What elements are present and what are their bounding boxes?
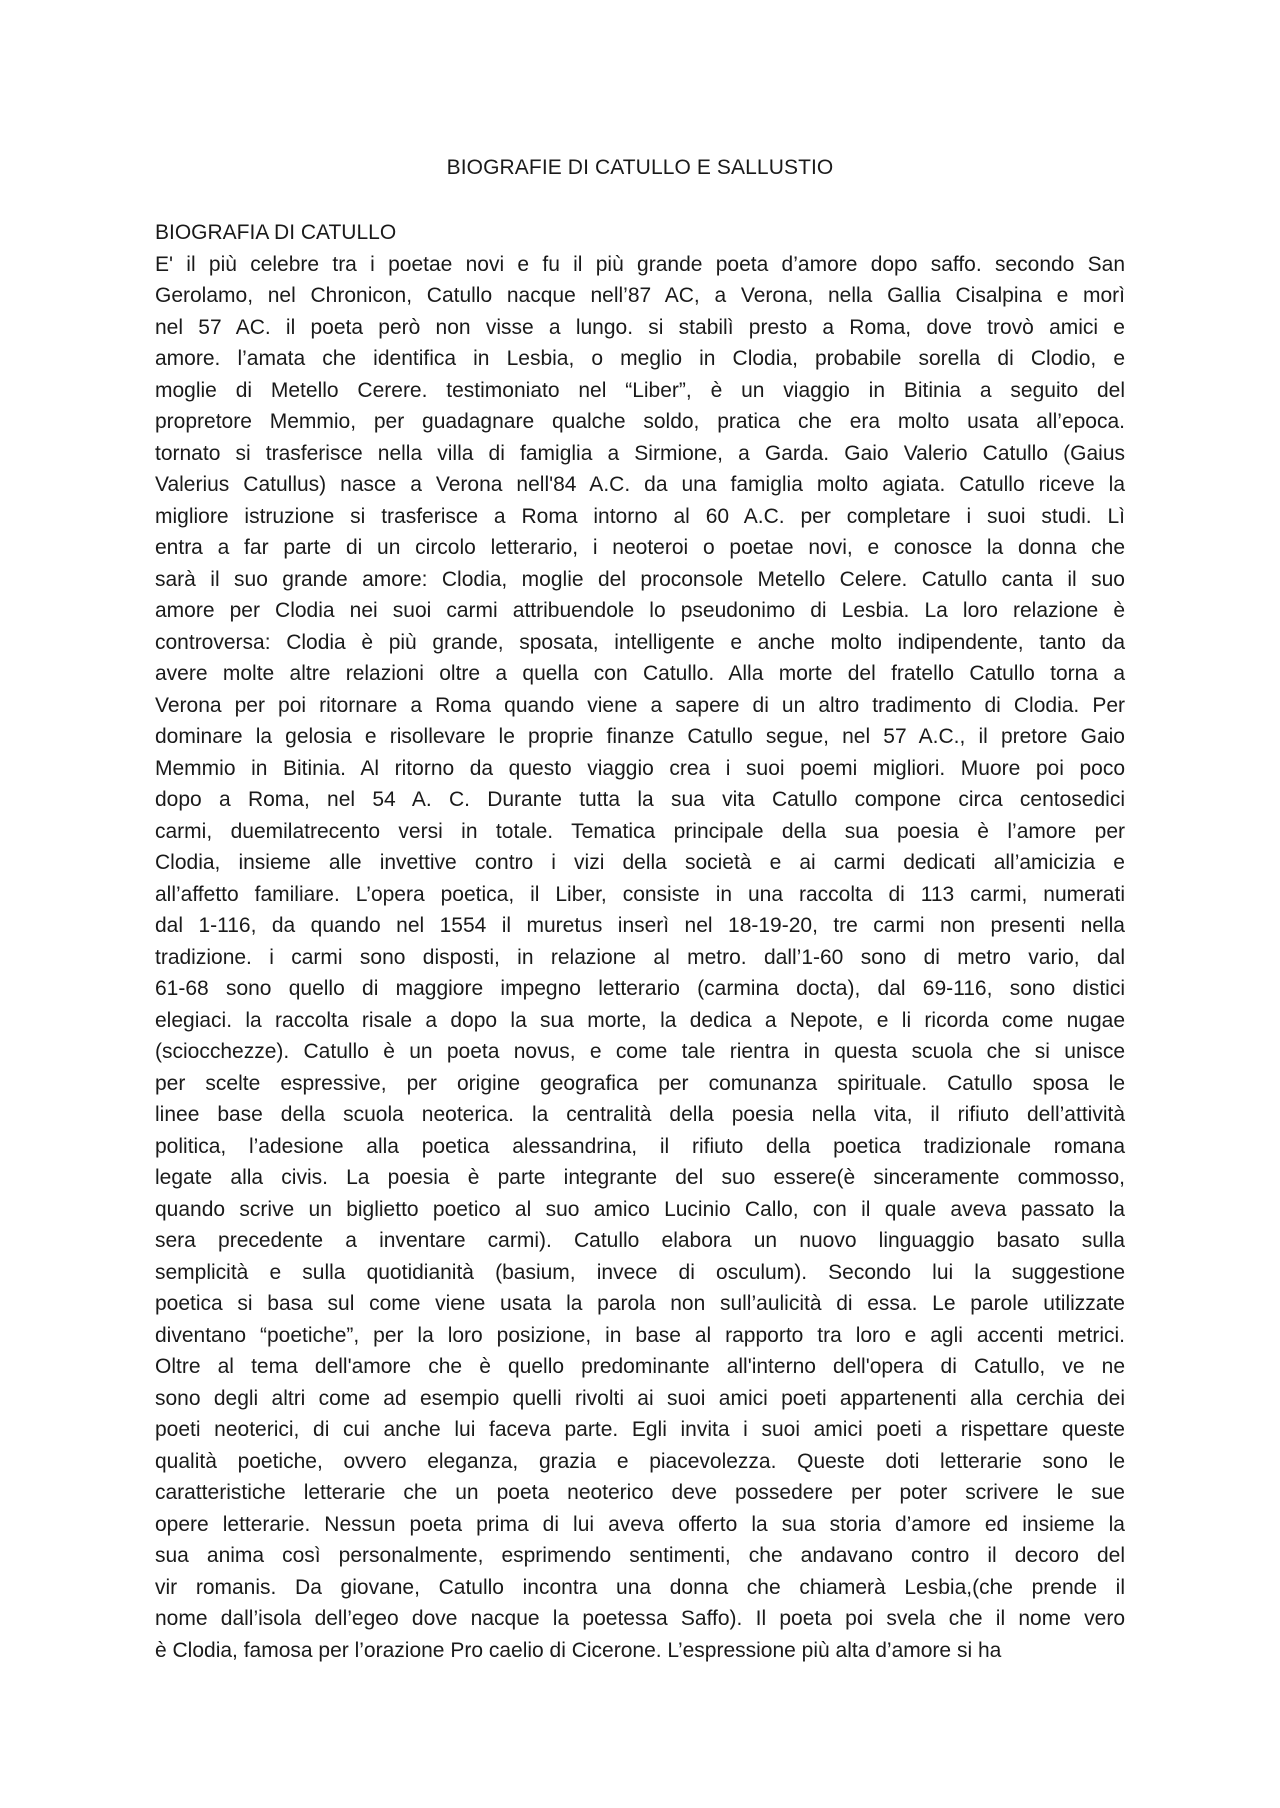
text-line: E' il più celebre tra i poetae novi e fu il più grande poeta d’amore dopo saffo. secondo San xyxy=(155,252,1125,276)
text-line: vir romanis. Da giovane, Catullo incontra una donna che chiamerà Lesbia,(che prende il xyxy=(155,1575,1125,1599)
text-line: elegiaci. la raccolta risale a dopo la sua morte, la dedica a Nepote, e li ricorda come nugae xyxy=(155,1008,1125,1032)
text-line: tradizione. i carmi sono disposti, in relazione al metro. dall’1-60 sono di metro vario, dal xyxy=(155,945,1125,969)
text-line: politica, l’adesione alla poetica alessandrina, il rifiuto della poetica tradizionale romana xyxy=(155,1134,1125,1158)
text-line: (sciocchezze). Catullo è un poeta novus, e come tale rientra in questa scuola che si unisce xyxy=(155,1040,1125,1063)
text-line: Gerolamo, nel Chronicon, Catullo nacque nell’87 AC, a Verona, nella Gallia Cisalpina e morì xyxy=(155,284,1125,307)
text-line: moglie di Metello Cerere. testimoniato nel “Liber”, è un viaggio in Bitinia a seguito del xyxy=(155,378,1125,402)
text-line: qualità poetiche, ovvero eleganza, grazia e piacevolezza. Queste doti letterarie sono le xyxy=(155,1449,1125,1473)
text-line: sono degli altri come ad esempio quelli rivolti ai suoi amici poeti appartenenti alla cerchia dei xyxy=(155,1386,1125,1410)
text-line: all’affetto familiare. L’opera poetica, il Liber, consiste in una raccolta di 113 carmi, numerati xyxy=(155,882,1125,906)
text-line: dominare la gelosia e risollevare le proprie finanze Catullo segue, nel 57 A.C., il pretore Gaio xyxy=(155,725,1125,748)
text-line: semplicità e sulla quotidianità (basium, invece di osculum). Secondo lui la suggestione xyxy=(155,1260,1125,1284)
text-line: 61-68 sono quello di maggiore impegno letterario (carmina docta), dal 69-116, sono distici xyxy=(155,977,1125,1000)
text-line: propretore Memmio, per guadagnare qualche soldo, pratica che era molto usata all’epoca. xyxy=(155,410,1125,433)
text-line: Memmio in Bitinia. Al ritorno da questo viaggio crea i suoi poemi migliori. Muore poi poco xyxy=(155,756,1125,780)
text-line: avere molte altre relazioni oltre a quella con Catullo. Alla morte del fratello Catullo torna a xyxy=(155,662,1125,685)
text-line: sua anima così personalmente, esprimendo sentimenti, che andavano contro il decoro del xyxy=(155,1544,1125,1567)
text-line: Clodia, insieme alle invettive contro i vizi della società e ai carmi dedicati all’amicizia e xyxy=(155,851,1125,874)
text-line: carmi, duemilatrecento versi in totale. Tematica principale della sua poesia è l’amore per xyxy=(155,819,1125,843)
text-line: dal 1-116, da quando nel 1554 il muretus inserì nel 18-19-20, tre carmi non presenti nella xyxy=(155,914,1125,937)
text-line: tornato si trasferisce nella villa di famiglia a Sirmione, a Garda. Gaio Valerio Catullo (Gaius xyxy=(155,441,1125,465)
text-line: dopo a Roma, nel 54 A. C. Durante tutta la sua vita Catullo compone circa centosedici xyxy=(155,788,1125,811)
text-line: nome dall’isola dell’egeo dove nacque la poetessa Saffo). Il poeta poi svela che il nome vero xyxy=(155,1607,1125,1630)
text-line: caratteristiche letterarie che un poeta neoterico deve possedere per poter scrivere le sue xyxy=(155,1481,1125,1504)
text-line: linee base della scuola neoterica. la centralità della poesia nella vita, il rifiuto dell’attività xyxy=(155,1103,1125,1126)
text-line: Valerius Catullus) nasce a Verona nell'84 A.C. da una famiglia molto agiata. Catullo riceve la xyxy=(155,473,1125,496)
text-line: amore. l’amata che identifica in Lesbia, o meglio in Clodia, probabile sorella di Clodio, e xyxy=(155,347,1125,370)
text-line: entra a far parte di un circolo letterario, i neoteroi o poetae novi, e conosce la donna che xyxy=(155,536,1125,559)
text-line: quando scrive un biglietto poetico al suo amico Lucinio Callo, con il quale aveva passato la xyxy=(155,1197,1125,1221)
text-line: controversa: Clodia è più grande, sposata, intelligente e anche molto indipendente, tanto da xyxy=(155,630,1125,654)
document-title: BIOGRAFIE DI CATULLO E SALLUSTIO xyxy=(446,156,834,179)
text-line: sarà il suo grande amore: Clodia, moglie del proconsole Metello Celere. Catullo canta il suo xyxy=(155,567,1125,591)
text-line: Verona per poi ritornare a Roma quando viene a sapere di un altro tradimento di Clodia. Per xyxy=(155,693,1125,717)
text-line: diventano “poetiche”, per la loro posizione, in base al rapporto tra loro e agli accenti metrici. xyxy=(155,1323,1125,1347)
text-line: poetica si basa sul come viene usata la parola non sull’aulicità di essa. Le parole utilizzate xyxy=(155,1292,1125,1315)
text-line: nel 57 AC. il poeta però non visse a lungo. si stabilì presto a Roma, dove trovò amici e xyxy=(155,315,1125,339)
text-line: Oltre al tema dell'amore che è quello predominante all'interno dell'opera di Catullo, ve ne xyxy=(155,1355,1125,1378)
text-line: migliore istruzione si trasferisce a Roma intorno al 60 A.C. per completare i suoi studi. Lì xyxy=(155,504,1125,528)
text-line: amore per Clodia nei suoi carmi attribuendole lo pseudonimo di Lesbia. La loro relazione è xyxy=(155,599,1125,622)
biography-section xyxy=(155,217,1125,1666)
text-line: legate alla civis. La poesia è parte integrante del suo essere(è sinceramente commosso, xyxy=(155,1166,1125,1189)
text-line: sera precedente a inventare carmi). Catullo elabora un nuovo linguaggio basato sulla xyxy=(155,1229,1125,1252)
section-heading: BIOGRAFIA DI CATULLO xyxy=(155,221,397,244)
text-line: opere letterarie. Nessun poeta prima di lui aveva offerto la sua storia d’amore ed insieme la xyxy=(155,1512,1125,1536)
text-line: per scelte espressive, per origine geografica per comunanza spirituale. Catullo sposa le xyxy=(155,1071,1125,1095)
text-line: è Clodia, famosa per l’orazione Pro caelio di Cicerone. L’espressione più alta d’amore si ha xyxy=(155,1638,1002,1662)
text-line: poeti neoterici, di cui anche lui faceva parte. Egli invita i suoi amici poeti a rispettare queste xyxy=(155,1418,1125,1441)
body-text xyxy=(155,249,1125,1667)
